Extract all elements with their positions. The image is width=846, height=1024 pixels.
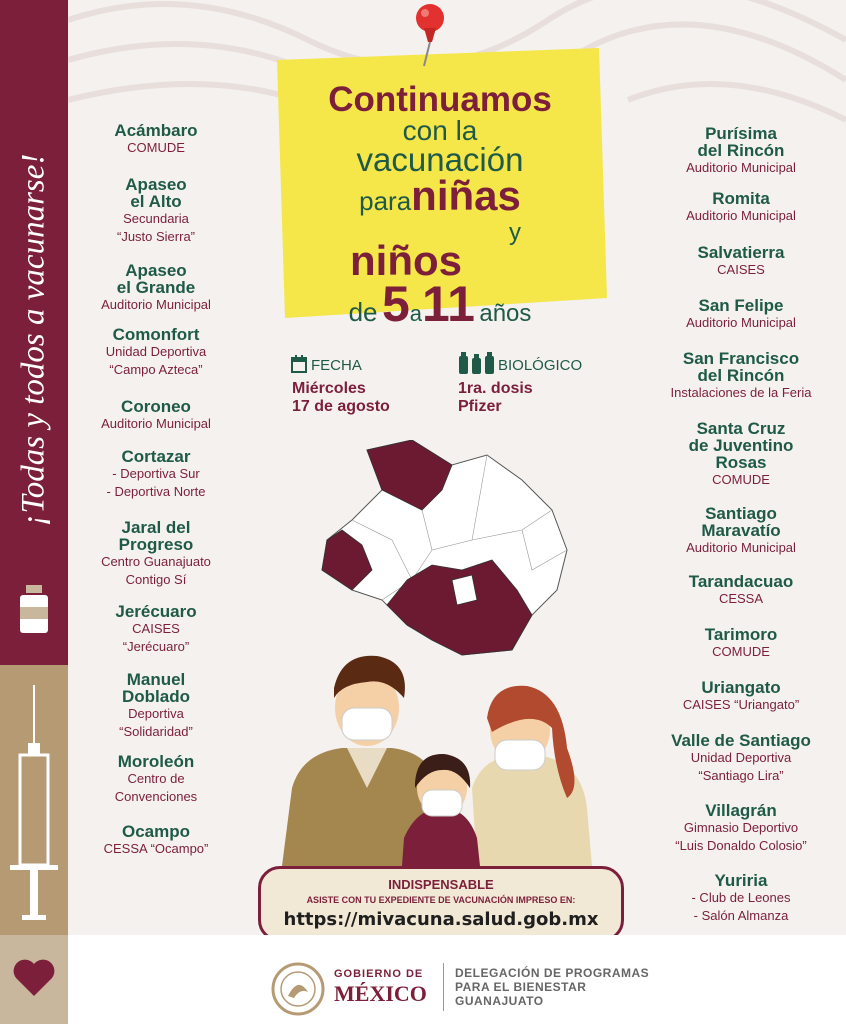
municipality-item xyxy=(36,671,276,741)
delegacion-line3: GUANAJUATO xyxy=(455,994,544,1008)
municipality-name: Jerécuaro xyxy=(115,602,197,621)
municipality-name: Maravatío xyxy=(701,521,781,540)
headline-line1: Continuamos xyxy=(328,80,552,119)
venue-label: Deportiva xyxy=(128,706,184,721)
venue-label: CESSA “Ocampo” xyxy=(103,841,209,856)
municipality-item xyxy=(36,262,276,314)
headline-11: 11 xyxy=(422,276,475,332)
municipality-item xyxy=(36,753,276,806)
municipality-item xyxy=(36,823,276,858)
municipality-name: Comonfort xyxy=(112,325,200,344)
municipality-name: San Felipe xyxy=(698,296,784,315)
venue-label: CAISES xyxy=(132,621,180,636)
venue-label: - Deportiva Norte xyxy=(106,484,206,499)
municipality-name: Manuel xyxy=(126,670,186,689)
municipality-name: Doblado xyxy=(122,687,190,706)
municipality-name: Apaseo xyxy=(125,175,187,194)
venue-label: Auditorio Municipal xyxy=(101,416,211,431)
venue-label: Auditorio Municipal xyxy=(686,315,796,330)
venue-label: CESSA xyxy=(718,591,764,606)
venue-label: Auditorio Municipal xyxy=(686,540,796,555)
venue-label: Auditorio Municipal xyxy=(686,160,796,175)
municipality-name: Jaral del xyxy=(121,518,191,537)
municipality-name: Ocampo xyxy=(121,822,191,841)
municipality-item xyxy=(621,297,846,332)
municipality-name: del Rincón xyxy=(697,141,785,160)
municipality-name: del Rincón xyxy=(697,366,785,385)
vaccine-vials-icon xyxy=(457,350,495,374)
municipality-name: San Francisco xyxy=(682,349,800,368)
municipality-item xyxy=(36,603,276,656)
municipality-item xyxy=(621,679,846,714)
municipality-item xyxy=(36,519,276,589)
banner-text: ASISTE CON TU EXPEDIENTE DE VACUNACIÓN IMPRESO EN: xyxy=(306,895,576,905)
municipality-name: Santiago xyxy=(705,504,777,523)
venue-label: CAISES “Uriangato” xyxy=(682,697,800,712)
headline-ninos: niños xyxy=(350,237,462,284)
venue-label: Centro Guanajuato xyxy=(101,554,211,569)
venue-label: COMUDE xyxy=(712,472,770,487)
headline-5: 5 xyxy=(381,276,410,332)
venue-label: - Deportiva Sur xyxy=(112,466,200,481)
headline-anos: años xyxy=(479,300,532,327)
municipality-name: Tarandacuao xyxy=(688,572,794,591)
venue-label: “Santiago Lira” xyxy=(698,768,784,783)
municipality-item xyxy=(621,573,846,608)
municipality-name: Yuriria xyxy=(714,871,768,890)
headline-ninas: niñas xyxy=(411,172,521,219)
venue-label: CAISES xyxy=(717,262,765,277)
municipality-item xyxy=(36,448,276,501)
municipality-name: Apaseo xyxy=(125,261,187,280)
headline-a: a xyxy=(409,301,423,326)
slogan: ¡Todas y todos a vacunarse! xyxy=(15,153,52,527)
footer-divider xyxy=(443,963,444,1011)
venue-label: Auditorio Municipal xyxy=(686,208,796,223)
family-illustration xyxy=(282,648,602,866)
banner-url[interactable]: https://mivacuna.salud.gob.mx xyxy=(283,909,599,930)
venue-label: “Campo Azteca” xyxy=(109,362,203,377)
venue-label: “Solidaridad” xyxy=(119,724,193,739)
municipality-name: Coroneo xyxy=(121,397,191,416)
municipality-name: Salvatierra xyxy=(697,243,785,262)
banner-title: INDISPENSABLE xyxy=(388,877,494,892)
venue-label: Gimnasio Deportivo xyxy=(683,820,799,835)
municipality-item xyxy=(36,176,276,246)
municipality-name: Villagrán xyxy=(705,801,777,820)
municipality-name: Santa Cruz xyxy=(696,419,786,438)
venue-label: “Jerécuaro” xyxy=(122,639,190,654)
headline-line2: con la xyxy=(402,115,478,146)
municipality-item xyxy=(621,505,846,557)
venue-label: “Justo Sierra” xyxy=(116,229,196,244)
mexico-label: MÉXICO xyxy=(334,981,427,1006)
municipality-item xyxy=(621,190,846,225)
municipality-item xyxy=(621,350,846,402)
coat-of-arms-icon xyxy=(270,962,326,1016)
biologico-label: BIOLÓGICO xyxy=(498,357,583,374)
municipality-item xyxy=(36,398,276,433)
venue-label: COMUDE xyxy=(712,644,770,659)
municipality-item xyxy=(621,244,846,279)
municipality-name: Valle de Santiago xyxy=(671,731,811,750)
fecha-label: FECHA xyxy=(311,357,362,374)
venue-label: COMUDE xyxy=(127,140,185,155)
headline-de: de xyxy=(348,297,378,327)
fecha-line1: Miércoles xyxy=(292,380,366,397)
venue-label: Unidad Deportiva xyxy=(690,750,792,765)
delegacion-line2: PARA EL BIENESTAR xyxy=(455,980,587,994)
venue-label: - Salón Almanza xyxy=(693,908,789,923)
municipality-item xyxy=(621,802,846,855)
municipality-name: el Grande xyxy=(116,278,196,297)
municipality-name: Moroleón xyxy=(117,752,195,771)
municipality-name: Rosas xyxy=(715,453,767,472)
venue-label: - Club de Leones xyxy=(691,890,791,905)
venue-label: Instalaciones de la Feria xyxy=(670,385,812,400)
biologico-line1: 1ra. dosis xyxy=(458,380,533,397)
municipality-name: Progreso xyxy=(118,535,194,554)
venue-label: Unidad Deportiva xyxy=(105,344,207,359)
biologico-line2: Pfizer xyxy=(458,398,502,415)
municipality-name: Purísima xyxy=(705,124,777,143)
gobierno-label: GOBIERNO DE xyxy=(334,968,424,980)
municipality-name: Cortazar xyxy=(121,447,191,466)
venue-label: Centro de xyxy=(127,771,185,786)
pushpin-icon xyxy=(410,2,450,72)
delegacion-block xyxy=(455,966,649,1008)
municipality-name: Tarimoro xyxy=(704,625,778,644)
headline-y: y xyxy=(509,219,521,246)
headline xyxy=(290,82,590,339)
guanajuato-map xyxy=(312,440,572,660)
venue-label: Auditorio Municipal xyxy=(101,297,211,312)
headline-line3: vacunación xyxy=(356,141,524,178)
municipality-item xyxy=(621,872,846,925)
headline-para: para xyxy=(359,186,412,216)
municipality-item xyxy=(36,326,276,379)
municipality-name: Uriangato xyxy=(701,678,781,697)
venue-label: “Luis Donaldo Colosio” xyxy=(675,838,807,853)
delegacion-line1: DELEGACIÓN DE PROGRAMAS xyxy=(455,966,650,980)
municipality-item xyxy=(621,732,846,785)
municipality-item xyxy=(621,420,846,489)
municipality-name: el Alto xyxy=(130,192,182,211)
venue-label: Contigo Sí xyxy=(125,572,187,587)
municipality-name: Acámbaro xyxy=(114,121,198,140)
venue-label: Convenciones xyxy=(114,789,198,804)
venue-label: Secundaria xyxy=(123,211,189,226)
municipality-item xyxy=(621,125,846,177)
municipality-name: Romita xyxy=(712,189,770,208)
requirements-banner xyxy=(258,866,624,942)
municipality-name: de Juventino xyxy=(688,436,794,455)
heart-icon xyxy=(12,958,56,998)
municipality-item xyxy=(621,626,846,661)
municipality-item xyxy=(36,122,276,157)
fecha-line2: 17 de agosto xyxy=(292,398,390,415)
calendar-icon xyxy=(291,355,307,373)
